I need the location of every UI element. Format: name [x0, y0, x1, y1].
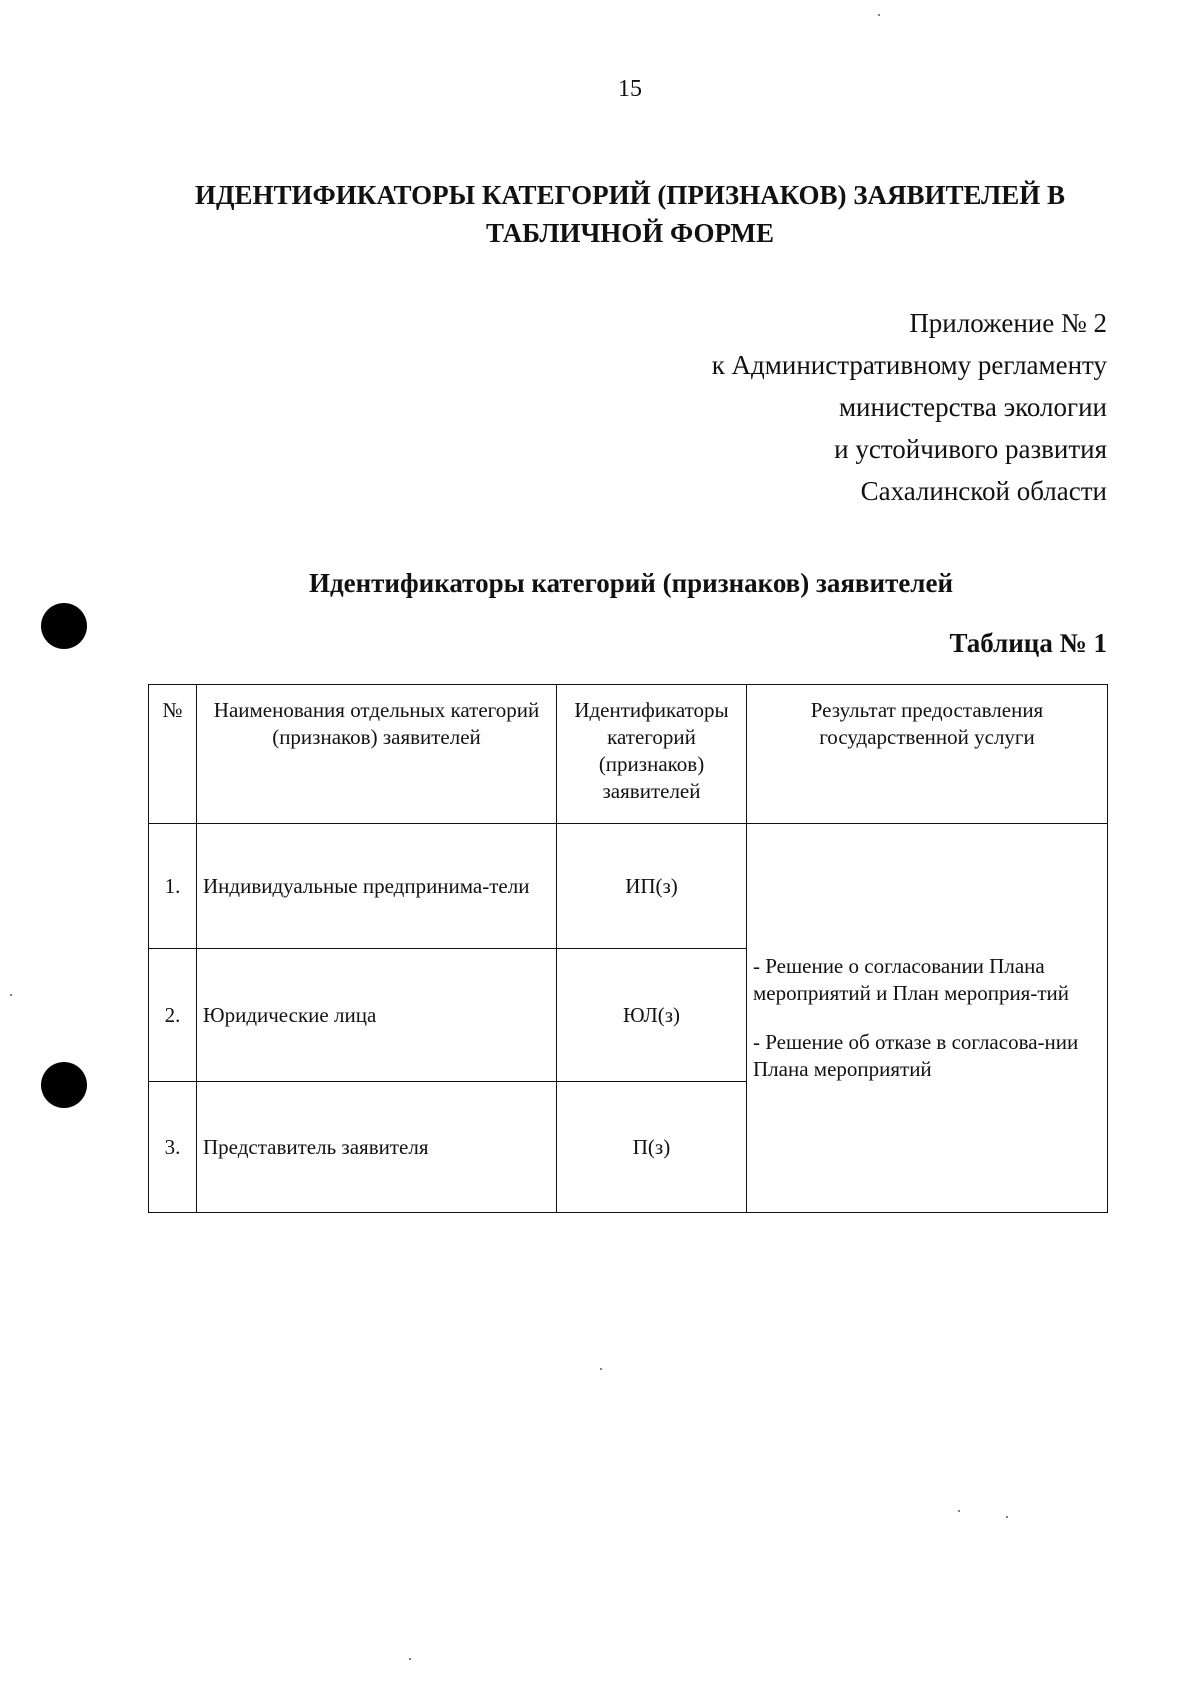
- table-header-row: [149, 685, 1108, 824]
- page-title: [160, 176, 1100, 252]
- appendix-line: Сахалинской области: [860, 476, 1107, 506]
- section-title: Идентификаторы категорий (признаков) заявителей: [308, 568, 954, 598]
- header-identifier: Идентификаторы категорий (признаков) заявителей: [557, 685, 747, 824]
- result-refusal: - Решение об отказе в согласова-нии Плана мероприятий: [753, 1030, 1079, 1081]
- identifiers-table: [148, 684, 1108, 1213]
- row-category-name: Индивидуальные предпринима-тели: [197, 824, 557, 949]
- appendix-line: Приложение № 2: [909, 308, 1107, 338]
- row-identifier: ИП(з): [557, 824, 747, 949]
- result-approval: - Решение о согласовании Плана мероприятий и План мероприя-тий: [753, 954, 1069, 1005]
- appendix-line: к Административному регламенту: [711, 350, 1107, 380]
- result-cell: [747, 824, 1108, 1213]
- punch-hole: [41, 603, 87, 649]
- row-identifier: П(з): [557, 1082, 747, 1213]
- row-number: 3.: [149, 1082, 197, 1213]
- page-title-line: ТАБЛИЧНОЙ ФОРМЕ: [485, 218, 775, 248]
- scan-speck: [600, 1368, 602, 1370]
- scan-speck: [958, 1510, 960, 1512]
- row-category-name: Представитель заявителя: [197, 1082, 557, 1213]
- row-identifier: ЮЛ(з): [557, 949, 747, 1082]
- page-title-line: ИДЕНТИФИКАТОРЫ КАТЕГОРИЙ (ПРИЗНАКОВ) ЗАЯВИТЕЛЕЙ В: [194, 180, 1066, 210]
- page-number: 15: [618, 76, 642, 102]
- table-row: [149, 824, 1108, 949]
- appendix-line: и устойчивого развития: [834, 434, 1107, 464]
- table-label: Таблица № 1: [949, 628, 1107, 658]
- header-result: Результат предоставления государственной услуги: [747, 685, 1108, 824]
- punch-hole: [41, 1062, 87, 1108]
- row-number: 2.: [149, 949, 197, 1082]
- appendix-reference: [712, 302, 1107, 512]
- header-category-name: Наименования отдельных категорий (признаков) заявителей: [197, 685, 557, 824]
- appendix-line: министерства экологии: [838, 392, 1107, 422]
- scan-speck: [1006, 1516, 1008, 1518]
- scan-speck: [10, 994, 12, 996]
- header-number: №: [149, 685, 197, 824]
- scan-speck: [878, 14, 880, 16]
- row-number: 1.: [149, 824, 197, 949]
- row-category-name: Юридические лица: [197, 949, 557, 1082]
- scan-speck: [409, 1658, 411, 1660]
